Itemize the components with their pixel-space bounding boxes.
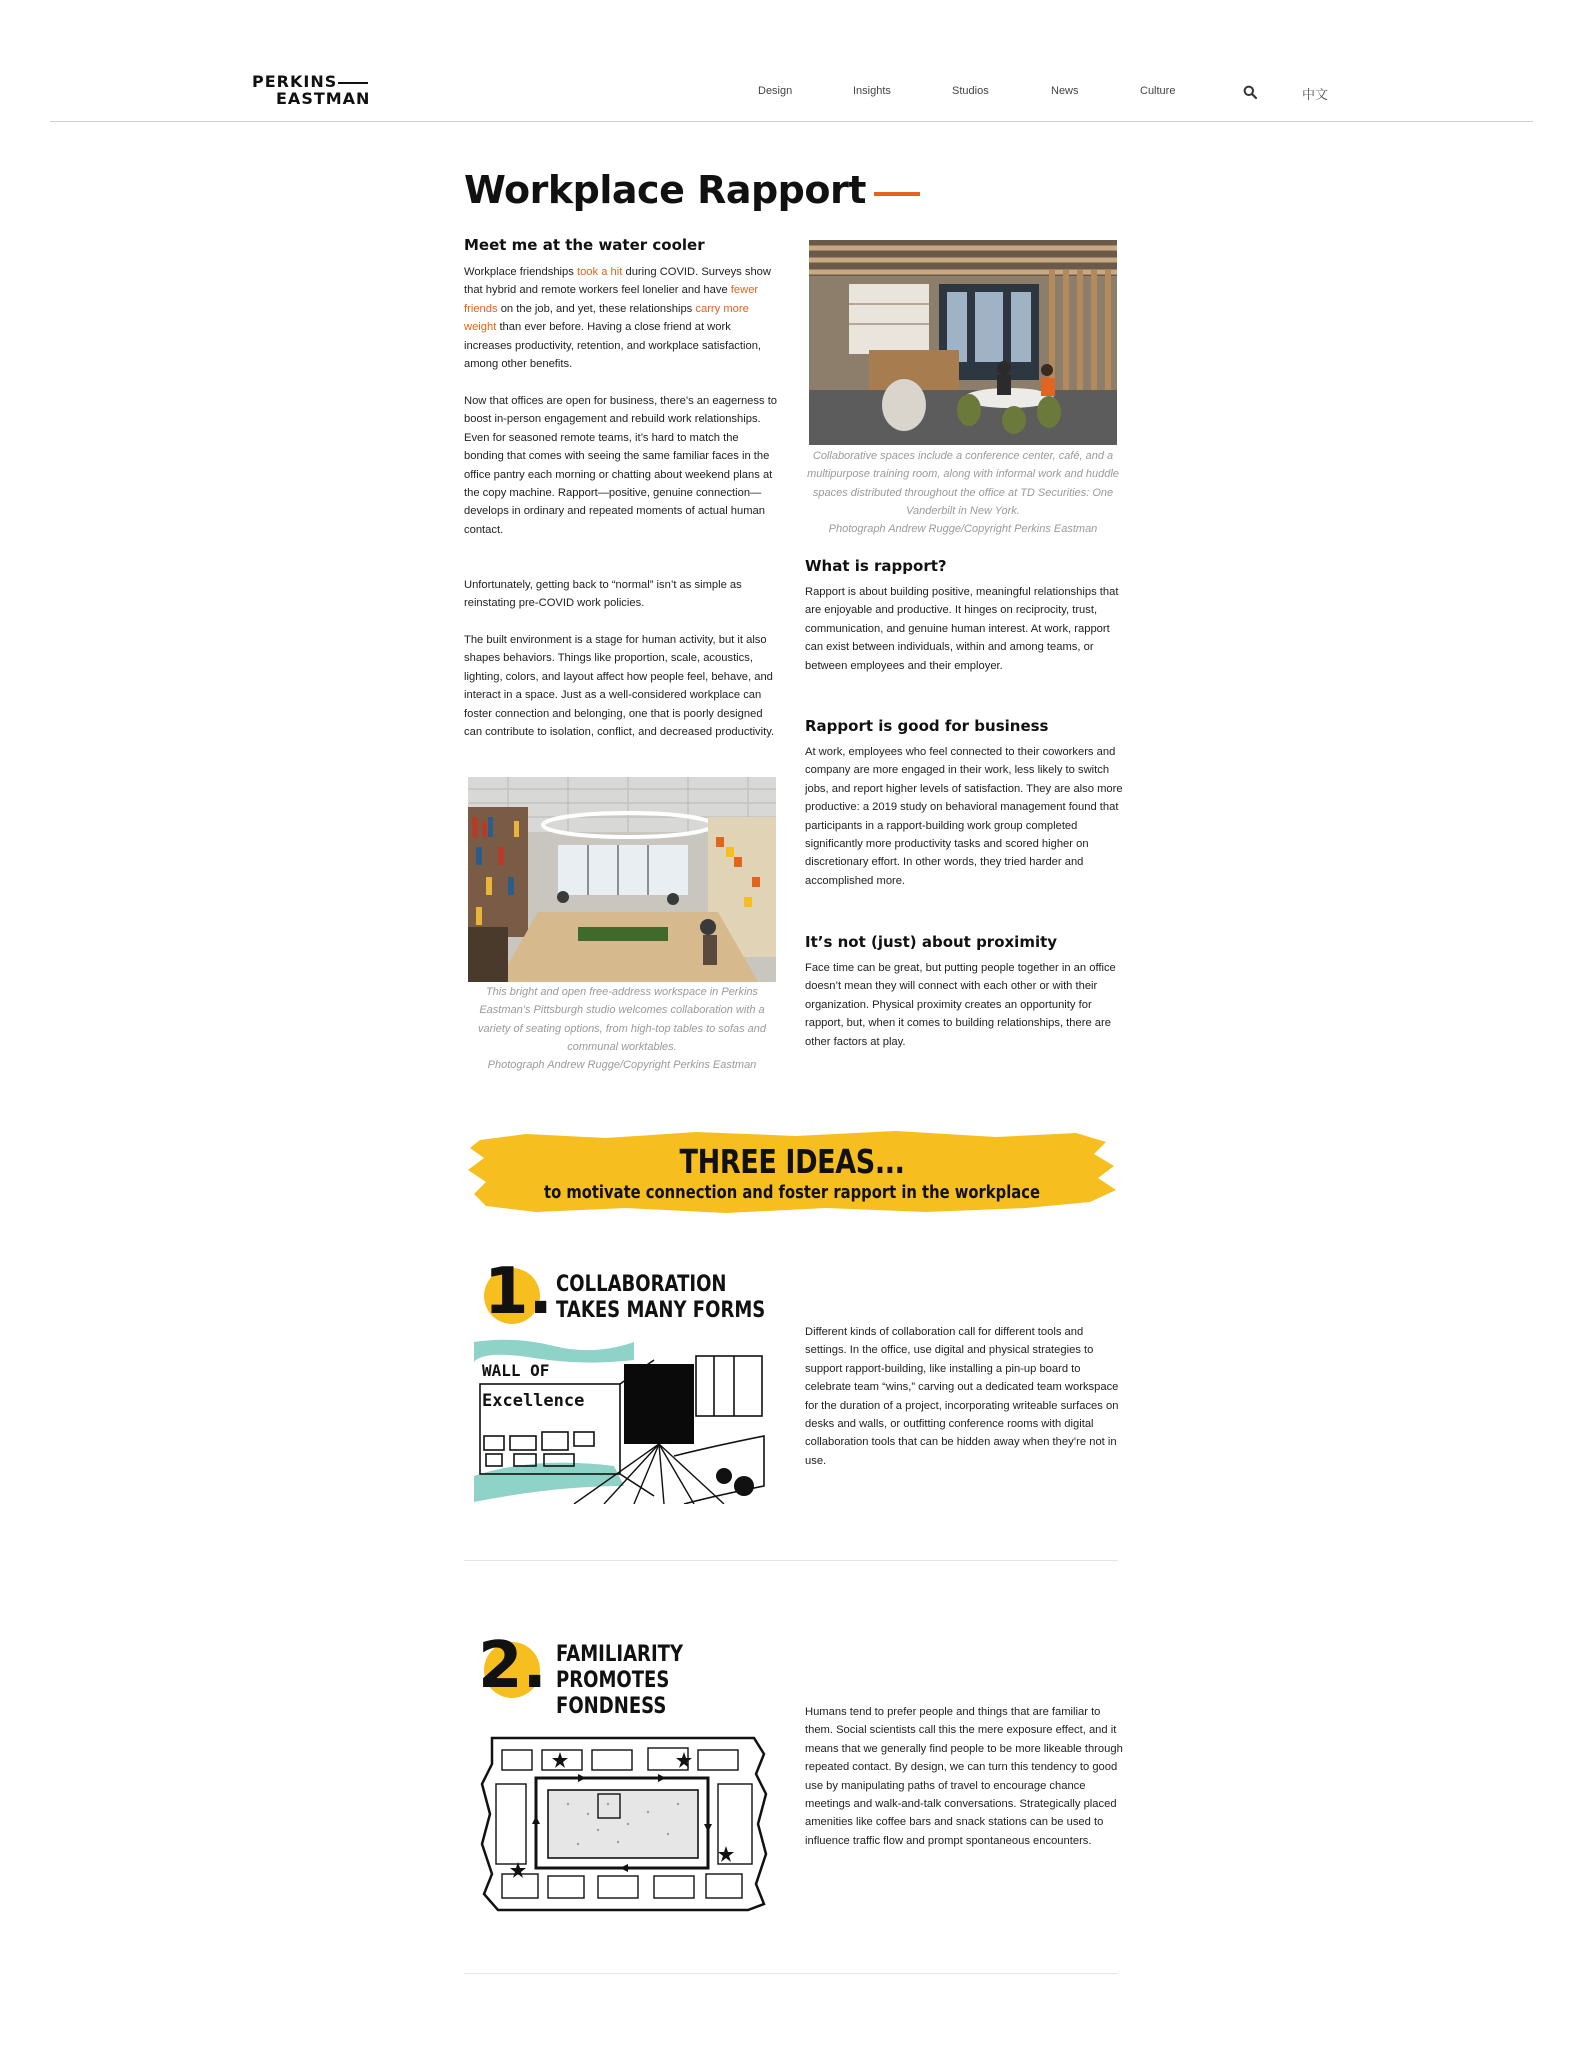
- nav-news[interactable]: News: [1051, 85, 1079, 97]
- idea-2-number: 2.: [478, 1629, 547, 1703]
- credit-td-securities: Photograph Andrew Rugge/Copyright Perkins Eastman: [828, 523, 1098, 535]
- search-icon[interactable]: [1243, 85, 1257, 99]
- text-run: on the job, and yet, these relationships: [497, 302, 696, 315]
- wall-of-excellence-sketch: [474, 1336, 766, 1504]
- photo-pittsburgh-studio: [468, 777, 776, 982]
- nav-culture[interactable]: Culture: [1140, 85, 1176, 97]
- intro-paragraph: [464, 263, 780, 373]
- text-run: than ever before. Having a close friend at work increases productivity, retention, and workplace satisfaction, among other benefits.: [464, 321, 762, 371]
- paragraph-what-is-rapport: Rapport is about building positive, meaningful relationships that are enjoyable and productive. It hinges on reciprocity, trust, communication, and genuine human interest. At work, rapport can exist between individuals, within and among teams, or between employees and their employer.: [805, 586, 1119, 672]
- three-ideas-banner: [466, 1128, 1118, 1214]
- idea-2-floorplan-sketch: [478, 1734, 768, 1914]
- idea-divider-1: [464, 1560, 1118, 1561]
- logo-line2: EASTMAN: [276, 89, 371, 108]
- paragraph-back-to-normal: Unfortunately, getting back to “normal” isn’t as simple as reinstating pre-COVID work policies.: [464, 579, 742, 610]
- header-divider: [50, 121, 1533, 122]
- site-header: [0, 0, 1583, 122]
- idea-2-title-line2: PROMOTES: [556, 1668, 670, 1693]
- nav-design[interactable]: Design: [758, 85, 793, 97]
- paragraph-built-environment: The built environment is a stage for human activity, but it also shapes behaviors. Things like proportion, scale, acoustics, lighting, colors, and layout affect how people feel, behave, and interact in a space. Just as a well-considered workplace can foster connection and belonging, one that is poorly designed can contribute to isolation, conflict, and decreased productivity.: [464, 634, 775, 739]
- idea-1-title: [556, 1272, 765, 1324]
- paragraph-good-for-business: At work, employees who feel connected to their coworkers and company are more engaged in their work, less likely to switch jobs, and report higher levels of satisfaction. They are also more productive: a 2019 study on behavioral management found that participants in a rapport-building work group completed significantly more productivity tasks and scored higher on discretionary effort. In other words, they tried harder and accomplished more.: [805, 746, 1123, 887]
- idea-1-number: 1.: [484, 1255, 553, 1329]
- idea-1-title-line2: TAKES MANY FORMS: [556, 1298, 766, 1323]
- caption-pittsburgh-studio: This bright and open free-address workspace in Perkins Eastman’s Pittsburgh studio welcomes collaboration with a variety of seating options, from high-top tables to sofas and communal worktables.: [478, 986, 766, 1054]
- photo-td-securities: [809, 240, 1117, 445]
- sketch-text-excellence: Excellence: [482, 1391, 585, 1411]
- idea-1-title-line1: COLLABORATION: [556, 1272, 727, 1297]
- idea-2-title-line3: FONDNESS: [556, 1694, 667, 1719]
- link-carry-more-weight[interactable]: carry more weight: [464, 302, 749, 334]
- section-heading-proximity: It’s not (just) about proximity: [805, 933, 1058, 951]
- banner-subtitle: to motivate connection and foster rapport in the workplace: [544, 1182, 1040, 1203]
- section-heading-good-for-business: Rapport is good for business: [805, 717, 1049, 735]
- idea-2-title: [556, 1642, 683, 1720]
- idea-divider-2: [464, 1973, 1118, 1974]
- td-securities-image: [809, 240, 1117, 445]
- idea-1-body: Different kinds of collaboration call for different tools and settings. In the office, use digital and physical strategies to support rapport-building, like installing a pin-up board to celebrate team “wins,” carving out a dedicated team workspace for the duration of a project, incorporating writeable surfaces on desks and walls, or outfitting conference rooms with digital collaboration tools that can be hidden away when they’re not in use.: [805, 1326, 1119, 1467]
- sketch-text-wall-of: WALL OF: [482, 1361, 550, 1380]
- idea-1-sketch: [474, 1336, 766, 1504]
- idea-2-title-line1: FAMILIARITY: [556, 1642, 684, 1667]
- credit-pittsburgh-studio: Photograph Andrew Rugge/Copyright Perkins Eastman: [487, 1059, 757, 1071]
- nav-insights[interactable]: Insights: [853, 85, 891, 97]
- nav-studios[interactable]: Studios: [952, 85, 989, 97]
- banner-title: THREE IDEAS...: [679, 1142, 905, 1181]
- paragraph-proximity: Face time can be great, but putting people together in an office doesn’t mean they will connect with each other or with their organization. Physical proximity creates an opportunity for rapport, but, when it comes to building relationships, there are other factors at play.: [805, 962, 1116, 1048]
- pittsburgh-studio-image: [468, 777, 776, 982]
- logo-dash: [338, 82, 368, 84]
- text-run: Workplace friendships: [464, 266, 577, 278]
- text-run: during COVID. Surveys show that hybrid and remote workers feel lonelier and have: [464, 266, 771, 297]
- perkins-eastman-logo[interactable]: [252, 74, 370, 107]
- title-accent-dash: [874, 192, 920, 196]
- idea-2-body: Humans tend to prefer people and things that are familiar to them. Social scientists call this the mere exposure effect, and it means that we generally find people to be more likeable through repeated contact. By design, we can turn this tendency to good use by manipulating paths of travel to encourage chance meetings and walk-and-talk conversations. Strategically placed amenities like coffee bars and snack stations can be used to influence traffic flow and prompt spontaneous encounters.: [805, 1706, 1123, 1847]
- page-title: Workplace Rapport: [464, 168, 866, 212]
- language-switch[interactable]: 中文: [1302, 87, 1329, 102]
- section-heading-water-cooler: Meet me at the water cooler: [464, 236, 705, 254]
- floorplan-sketch: [478, 1734, 768, 1914]
- link-took-a-hit[interactable]: took a hit: [576, 266, 623, 278]
- paragraph-offices-open: Now that offices are open for business, there’s an eagerness to boost in-person engagement and rebuild work relationships. Even for seasoned remote teams, it’s hard to match the bonding that comes with seeing the same familiar faces in the office pantry each morning or chatting about weekend plans at the copy machine. Rapport—positive, genuine connection—develops in ordinary and repeated moments of actual human contact.: [464, 395, 778, 536]
- logo-line1: PERKINS: [252, 72, 338, 91]
- caption-td-securities: Collaborative spaces include a conference center, café, and a multipurpose training room, along with informal work and huddle spaces distributed throughout the office at TD Securities: One Vanderbilt in New York.: [807, 450, 1119, 518]
- section-heading-what-is-rapport: What is rapport?: [805, 557, 947, 575]
- link-fewer-friends[interactable]: fewer friends: [464, 284, 759, 315]
